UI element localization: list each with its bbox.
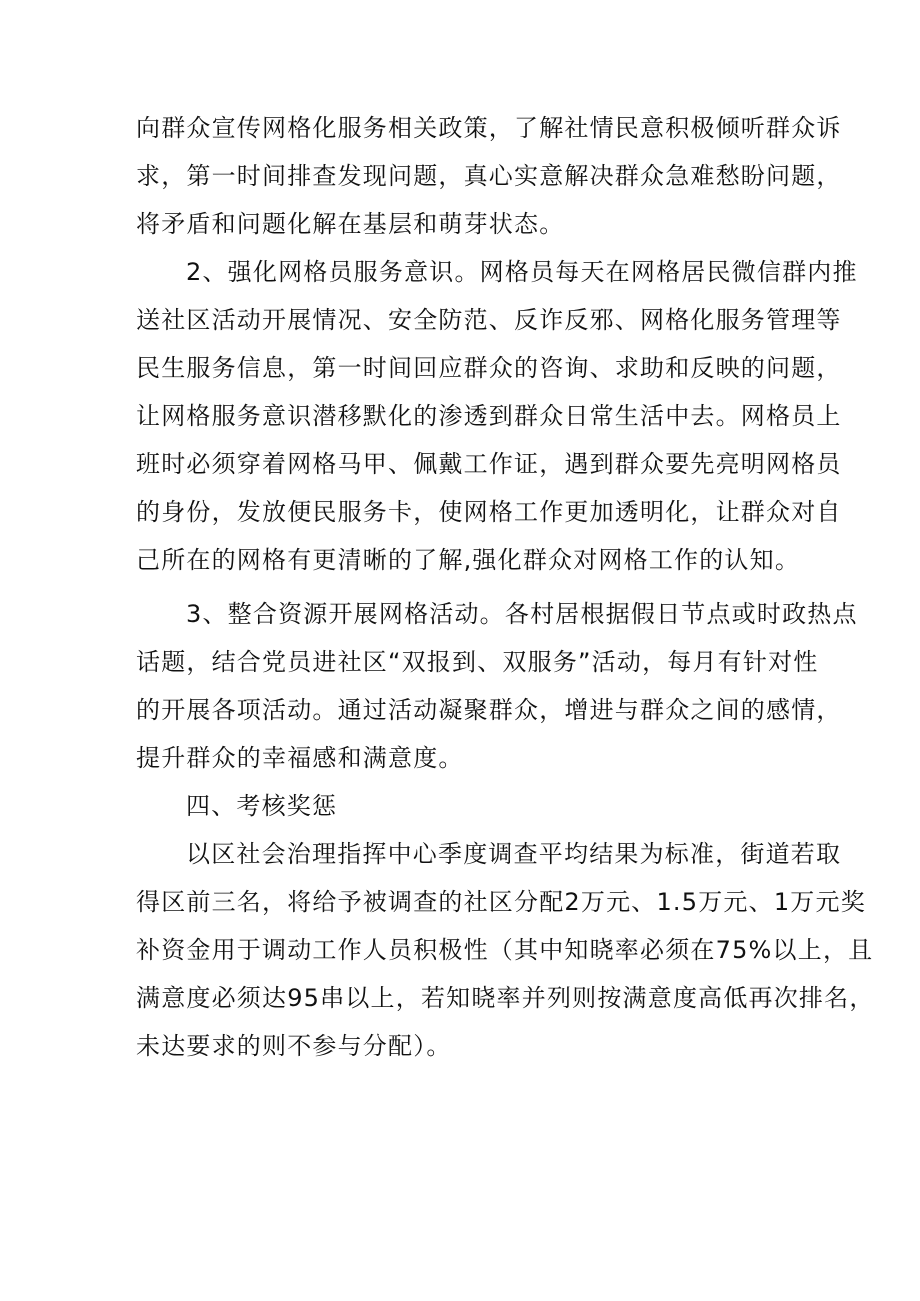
paragraph-line: [0, 690, 920, 730]
line-text: 求，第一时间排查发现问题，真心实意解决群众急难愁盼问题，: [136, 162, 842, 190]
line-text: 话题，结合党员进社区“双报到、双服务”活动，每月有针对性: [136, 648, 819, 676]
paragraph-line: [0, 444, 920, 484]
section-heading: [0, 786, 920, 826]
paragraph-line: [0, 834, 920, 874]
line-text: 民生服务信息，第一时间回应群众的咨询、求助和反映的问题，: [136, 354, 842, 382]
paragraph-line: [0, 108, 920, 148]
line-text: 让网格服务意识潜移默化的渗透到群众日常生活中去。网格员上: [136, 402, 842, 430]
line-text: 3、整合资源开展网格活动。各村居根据假日节点或时政热点: [186, 600, 858, 628]
line-text: 向群众宣传网格化服务相关政策，了解社情民意积极倾听群众诉: [136, 114, 842, 142]
paragraph-line: [0, 300, 920, 340]
line-text: 己所在的网格有更清晰的了解,强化群众对网格工作的认知。: [136, 546, 801, 574]
paragraph-line: [0, 642, 920, 682]
line-text: 以区社会治理指挥中心季度调查平均结果为标准，街道若取: [186, 840, 842, 868]
paragraph-line: [0, 540, 920, 580]
line-text: 得区前三名，将给予被调查的社区分配2万元、1.5万元、1万元奖: [136, 888, 866, 916]
paragraph-line: [0, 252, 920, 292]
line-text: 的开展各项活动。通过活动凝聚群众，增进与群众之间的感情，: [136, 696, 842, 724]
paragraph-line: [0, 738, 920, 778]
paragraph-line: [0, 348, 920, 388]
paragraph-line: [0, 594, 920, 634]
line-text: 提升群众的幸福感和满意度。: [136, 744, 464, 772]
line-text: 送社区活动开展情况、安全防范、反诈反邪、网格化服务管理等: [136, 306, 842, 334]
line-text: 的身份，发放便民服务卡，使网格工作更加透明化，让群众对自: [136, 498, 842, 526]
heading-text: 四、考核奖惩: [186, 792, 338, 820]
paragraph-line: [0, 204, 920, 244]
line-text: 将矛盾和问题化解在基层和萌芽状态。: [136, 210, 565, 238]
line-text: 2、强化网格员服务意识。网格员每天在网格居民微信群内推: [186, 258, 858, 286]
line-text: 满意度必须达95串以上，若知晓率并列则按满意度高低再次排名，: [136, 984, 875, 1012]
paragraph-line: [0, 978, 920, 1018]
paragraph-line: [0, 1026, 920, 1066]
paragraph-line: [0, 882, 920, 922]
paragraph-line: [0, 492, 920, 532]
line-text: 班时必须穿着网格马甲、佩戴工作证，遇到群众要先亮明网格员: [136, 450, 842, 478]
paragraph-line: [0, 930, 920, 970]
line-text: 补资金用于调动工作人员积极性（其中知晓率必须在75%以上，且: [136, 936, 874, 964]
paragraph-line: [0, 156, 920, 196]
line-text: 未达要求的则不参与分配）。: [136, 1032, 452, 1060]
paragraph-line: [0, 396, 920, 436]
